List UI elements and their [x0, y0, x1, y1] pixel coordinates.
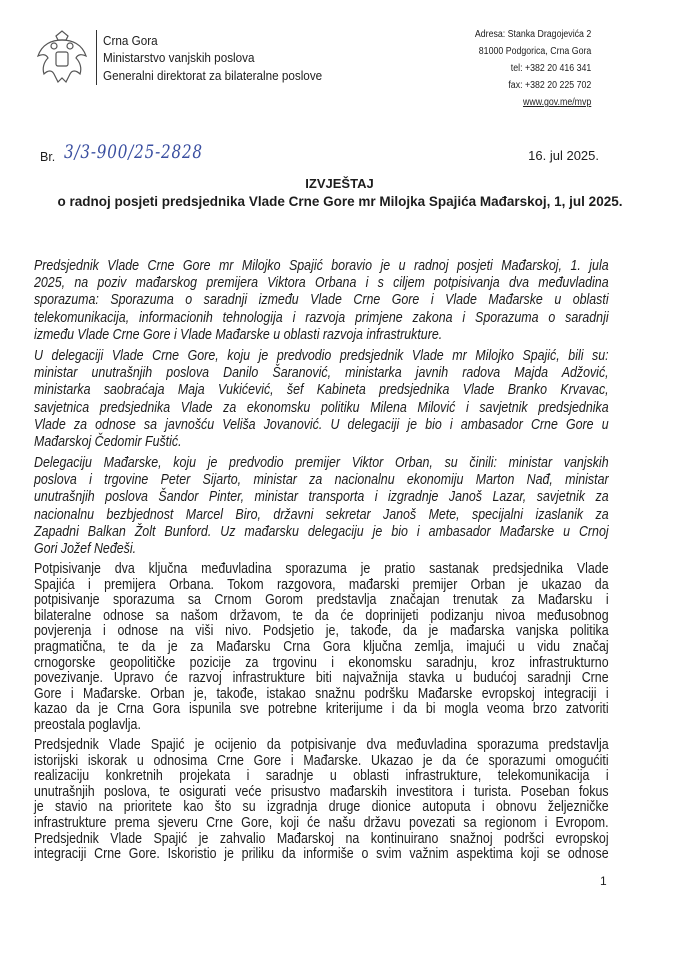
paragraph-line: Mađarskoj Čedomir Fuštić.: [34, 434, 182, 451]
handwritten-reference-number: 3/3-900/25-2828: [64, 141, 203, 163]
address-fax: fax: +382 20 225 702: [508, 80, 591, 91]
document-title: IZVJEŠTAJ: [305, 176, 374, 191]
paragraph-line: poslova i trgovine Peter Sijarto, ministar za nacionalnu ekonomiju Marton Nađ, ministar: [34, 472, 609, 489]
paragraph-line: Predsjednik Vlade Crne Gore mr Milojko Spajić boravio je u radnoj posjeti Mađarskoj, 1. jula: [34, 258, 609, 274]
address-city: 81000 Podgorica, Crna Gora: [478, 46, 591, 57]
page-number: 1: [600, 874, 607, 888]
paragraph-line: preostala poglavlja.: [34, 716, 141, 733]
paragraph-meeting: [34, 562, 609, 734]
paragraph-line: je stavio na prioritete kao što su izgradnja druge dionice autoputa i obnovu željezničke: [34, 799, 609, 816]
address-tel: tel: +382 20 416 341: [510, 63, 591, 74]
paragraph-line: potpisivanje sporazuma sa Crnom Gorom predstavlja značajan trenutak za Mađarsku i: [34, 592, 609, 609]
paragraph-line: Zapadni Balkan Žolt Bunford. Uz mađarsku delegaciju je bio i ambasador Mađarske u Crnoj: [34, 523, 609, 540]
address-block: [475, 26, 591, 111]
paragraph-line: Predsjednik Vlade Spajić je zahvalio Mađarskoj na kontinuirano snažnoj podršci evropskoj: [34, 830, 609, 847]
paragraph-line: povjerenja i odnose na viši nivo. Podsjetio je, takođe, da je mađarska vanjska politika: [34, 623, 609, 640]
org-country: Crna Gora: [103, 33, 158, 48]
paragraph-line: Gore i Mađarske. Orban je, takođe, istakao snažnu podršku Mađarske evropskoj integraciji i: [34, 685, 609, 702]
reference-prefix: Br.: [40, 150, 56, 164]
paragraph-montenegro-delegation: [34, 348, 609, 451]
paragraph-line: istorijski iskorak u odnosima Crne Gore i Mađarske. Ukazao je da će sporazumi omogućiti: [34, 752, 609, 769]
paragraph-hungary-delegation: [34, 455, 609, 558]
paragraph-line: bilateralne odnose sa našom državom, te da će doprinijeti podizanju nivoa međusobnog: [34, 607, 609, 624]
paragraph-spajic-statement: [34, 738, 609, 863]
paragraph-line: unutrašnjih poslova, te osigurati veće prisustvo mađarskih investitora i turista. Poseban fokus: [34, 783, 609, 800]
document-subtitle: o radnoj posjeti predsjednika Vlade Crne Gore mr Milojka Spajića Mađarskoj, 1, jul 2025.: [57, 194, 623, 209]
org-ministry: Ministarstvo vanjskih poslova: [103, 50, 255, 65]
paragraph-line: pragmatična, te da je za Mađarsku Crna Gora ključna zemlja, imajući u vidu značaj: [34, 638, 609, 655]
paragraph-line: U delegaciji Vlade Crne Gore, koju je predvodio predsjednik Vlade mr Milojko Spajić, bili su:: [34, 348, 609, 364]
paragraph-line: povezivanje. Upravo će razvoj infrastrukture biti najvažnija stavka u budućoj saradnji Crne: [34, 670, 609, 687]
paragraph-line: ministarka saobraćaja Maja Vukićević, šef Kabineta predsjednika Vlade Branko Krvavac,: [34, 382, 609, 399]
paragraph-line: savjetnica predsjednika Vlade za ekonomsku politiku Milena Milović i savjetnik predsjednika: [34, 399, 609, 416]
paragraph-line: kazao da je Crna Gora ispunila sve potrebne kriterijume i da bi mogla veoma brzo zatvoriti: [34, 701, 609, 718]
org-directorate: Generalni direktorat za bilateralne poslove: [103, 68, 323, 83]
address-street: Adresa: Stanka Dragojevića 2: [474, 29, 591, 40]
paragraph-line: Potpisivanje dva ključna međuvladina sporazuma je pratio sastanak predsjednika Vlade: [34, 561, 609, 577]
header-divider: [96, 30, 97, 85]
paragraph-visit: [34, 258, 609, 344]
paragraph-line: 2025, na poziv mađarskog premijera Viktora Orbana i s ciljem potpisivanja dva međuvladina: [34, 275, 609, 292]
paragraph-line: Delegaciju Mađarske, koju je predvodio premijer Viktor Orban, su činili: ministar vanjskih: [34, 455, 609, 471]
paragraph-line: Predsjednik Vlade Spajić je ocijenio da potpisivanje dva međuvladina sporazuma predstavlja: [34, 737, 609, 753]
website-link[interactable]: www.gov.me/mvp: [522, 97, 591, 108]
coat-of-arms-icon: [34, 28, 90, 86]
paragraph-line: Spajića i premijera Orbana. Tokom razgovora, mađarski premijer Orban je ukazao da: [34, 576, 609, 593]
paragraph-line: integraciji Crne Gore. Iskoristio je priliku da informiše o svim važnim aspektima koji se odnose: [34, 846, 609, 863]
paragraph-line: Vlade za odnose sa javnošću Veliša Jovanović. U delegaciji je bio i ambasador Crne Gore u: [34, 416, 609, 433]
document-date: 16. jul 2025.: [528, 148, 599, 163]
paragraph-line: sporazuma: Sporazuma o saradnji između Vlade Crne Gore i Vlade Mađarske u oblasti: [34, 292, 609, 309]
paragraph-line: nacionalnu bezbjednost Marcel Biro, državni sekretar Janoš Mete, specijalni izaslanik za: [34, 506, 609, 523]
paragraph-line: ministar unutrašnjih poslova Danilo Šaranović, ministarka javnih radova Majda Adžović,: [34, 365, 609, 382]
paragraph-line: između Vlade Crne Gore i Vlade Mađarske u oblasti razvoja infrastrukture.: [34, 326, 443, 343]
paragraph-line: crnogorske geopolitičke pozicije za trgovinu i ekonomsku saradnju, kroz infrastrukturno: [34, 654, 609, 671]
paragraph-line: realizaciju konkretnih projekata i saradnje u oblasti infrastrukture, telekomunikacija i: [34, 768, 609, 785]
paragraph-line: telekomunikacija, informacionih tehnologija i razvoja primjene zakona i Sporazuma o saradnji: [34, 309, 609, 326]
paragraph-line: infrastrukture prema sjeveru Crne Gore, koji će našu državu povezati sa regionom i Evropom.: [34, 814, 609, 831]
paragraph-line: Gori Jožef Neđeši.: [34, 541, 137, 558]
paragraph-line: unutrašnjih poslova Šandor Pinter, ministar transporta i izgradnje Janoš Lazar, savjetnik za: [34, 489, 609, 506]
